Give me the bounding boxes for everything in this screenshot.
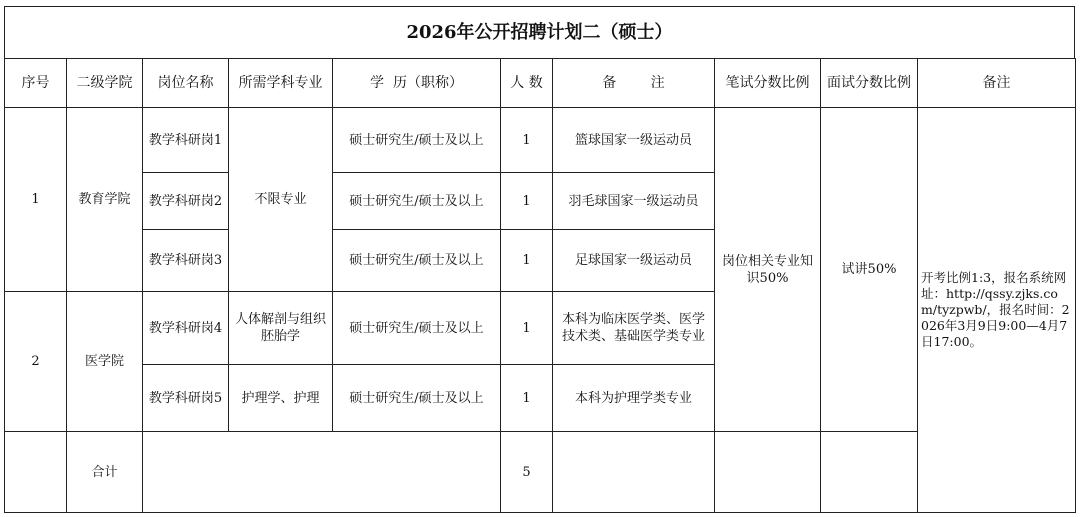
header-note: 备注 <box>918 59 1076 108</box>
position-cell: 教学科研岗3 <box>143 230 229 292</box>
count-cell: 1 <box>501 173 553 230</box>
count-cell: 1 <box>501 292 553 365</box>
education-cell: 硕士研究生/硕士及以上 <box>333 230 501 292</box>
header-remark: 备 注 <box>553 59 715 108</box>
header-row <box>5 59 1076 108</box>
remark-cell: 本科为护理学类专业 <box>553 365 715 432</box>
recruitment-table <box>4 58 1076 513</box>
total-row <box>5 432 1076 513</box>
education-cell: 硕士研究生/硕士及以上 <box>333 108 501 173</box>
count-cell: 1 <box>501 365 553 432</box>
total-blank-cell <box>143 432 501 513</box>
major-cell: 不限专业 <box>229 108 333 292</box>
recruitment-sheet <box>4 6 1075 513</box>
remark-cell: 本科为临床医学类、医学技术类、基础医学类专业 <box>553 292 715 365</box>
position-cell: 教学科研岗5 <box>143 365 229 432</box>
college-cell: 医学院 <box>67 292 143 432</box>
header-position: 岗位名称 <box>143 59 229 108</box>
seq-cell: 1 <box>5 108 67 292</box>
major-cell: 人体解剖与组织胚胎学 <box>229 292 333 365</box>
table-row <box>5 108 1076 173</box>
count-cell: 1 <box>501 230 553 292</box>
total-label-cell: 合计 <box>67 432 143 513</box>
page-title: 2026年公开招聘计划二（硕士） <box>4 6 1075 58</box>
position-cell: 教学科研岗4 <box>143 292 229 365</box>
header-major: 所需学科专业 <box>229 59 333 108</box>
education-cell: 硕士研究生/硕士及以上 <box>333 292 501 365</box>
header-seq: 序号 <box>5 59 67 108</box>
major-cell: 护理学、护理 <box>229 365 333 432</box>
position-cell: 教学科研岗2 <box>143 173 229 230</box>
total-written-cell <box>715 432 821 513</box>
header-interview-ratio: 面试分数比例 <box>821 59 918 108</box>
seq-cell: 2 <box>5 292 67 432</box>
college-cell: 教育学院 <box>67 108 143 292</box>
remark-cell: 篮球国家一级运动员 <box>553 108 715 173</box>
education-cell: 硕士研究生/硕士及以上 <box>333 365 501 432</box>
header-written-ratio: 笔试分数比例 <box>715 59 821 108</box>
position-cell: 教学科研岗1 <box>143 108 229 173</box>
header-college: 二级学院 <box>67 59 143 108</box>
total-remark-cell <box>553 432 715 513</box>
total-count-cell: 5 <box>501 432 553 513</box>
written-ratio-cell: 岗位相关专业知识50% <box>715 108 821 432</box>
note-cell: 开考比例1:3，报名系统网址：http://qssy.zjks.com/tyzpwb/，报名时间：2026年3月9日9:00—4月7日17:00。 <box>918 108 1076 513</box>
remark-cell: 足球国家一级运动员 <box>553 230 715 292</box>
count-cell: 1 <box>501 108 553 173</box>
header-education: 学 历（职称） <box>333 59 501 108</box>
interview-ratio-cell: 试讲50% <box>821 108 918 432</box>
remark-cell: 羽毛球国家一级运动员 <box>553 173 715 230</box>
total-interview-cell <box>821 432 918 513</box>
education-cell: 硕士研究生/硕士及以上 <box>333 173 501 230</box>
header-count: 人 数 <box>501 59 553 108</box>
total-empty-cell <box>5 432 67 513</box>
